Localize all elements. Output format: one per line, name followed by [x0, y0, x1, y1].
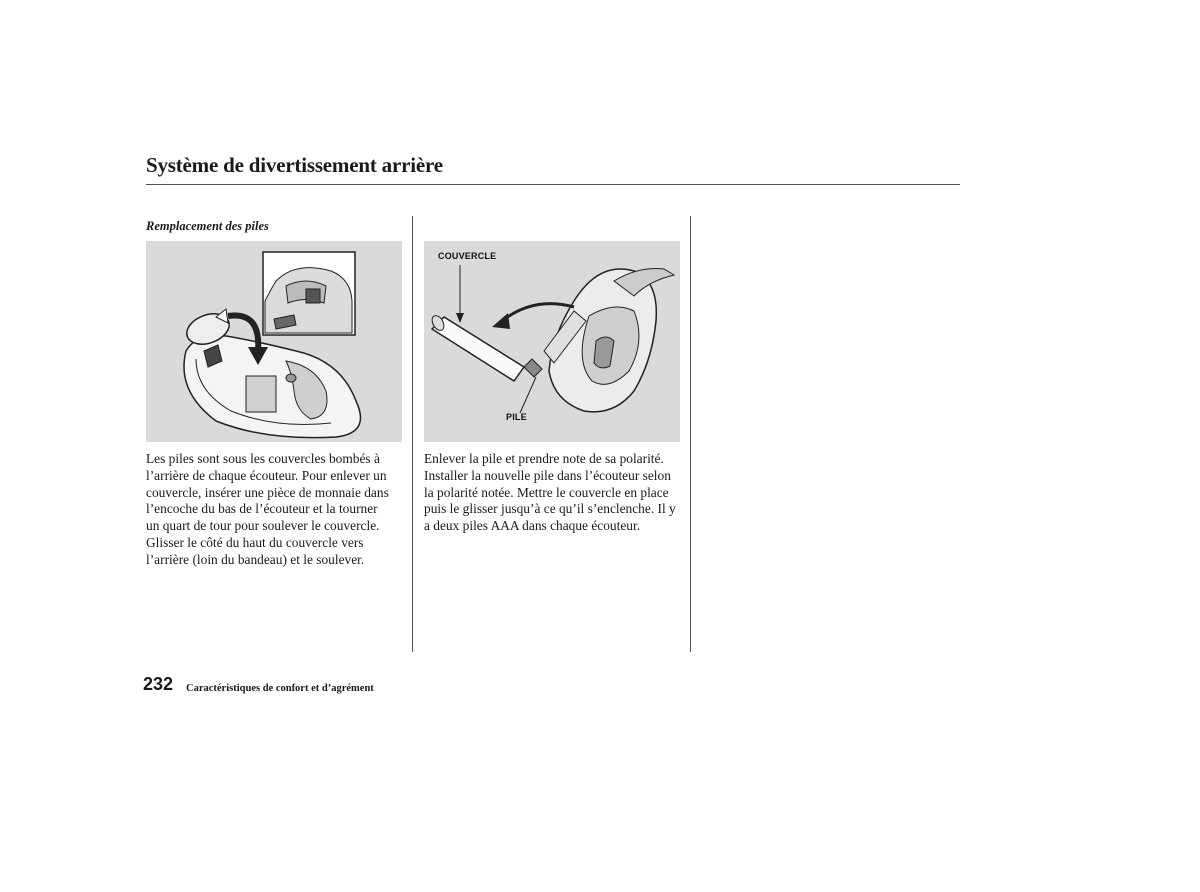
text-line: puis le glisser jusqu’à ce qu’il s’enclenche. Il y	[424, 501, 676, 517]
text-line: l’arrière de chaque écouteur. Pour enlever un	[146, 467, 387, 483]
text-line: Installer la nouvelle pile dans l’écouteur selon	[424, 467, 671, 483]
instructions-column-2	[424, 451, 682, 535]
title-divider	[146, 184, 960, 185]
text-line: couvercle, insérer une pièce de monnaie dans	[146, 484, 389, 500]
text-line: la polarité notée. Mettre le couvercle en place	[424, 484, 669, 500]
text-line: Enlever la pile et prendre note de sa polarité.	[424, 451, 664, 466]
text-line: l’arrière (loin du bandeau) et le soulever.	[146, 551, 365, 567]
page-number: 232	[143, 674, 174, 694]
column-divider-right	[690, 216, 691, 652]
footer-section-label: Caractéristiques de confort et d’agrément	[186, 683, 374, 694]
text-line: un quart de tour pour soulever le couvercle.	[146, 518, 380, 534]
text-line: Glisser le côté du haut du couvercle vers	[146, 534, 364, 550]
figure-cover-removal	[146, 241, 402, 442]
column-divider-left	[412, 216, 413, 652]
figure-battery-replacement	[424, 241, 680, 442]
section-heading: Remplacement des piles	[146, 219, 269, 233]
text-line: l’encoche du bas de l’écouteur et la tourner	[146, 501, 378, 517]
label-battery: PILE	[506, 412, 527, 422]
instructions-column-1	[146, 451, 404, 569]
text-line: Les piles sont sous les couvercles bombés à	[146, 451, 380, 466]
page-title: Système de divertissement arrière	[146, 153, 443, 177]
text-line: a deux piles AAA dans chaque écouteur.	[424, 518, 641, 534]
label-cover: COUVERCLE	[438, 251, 497, 261]
